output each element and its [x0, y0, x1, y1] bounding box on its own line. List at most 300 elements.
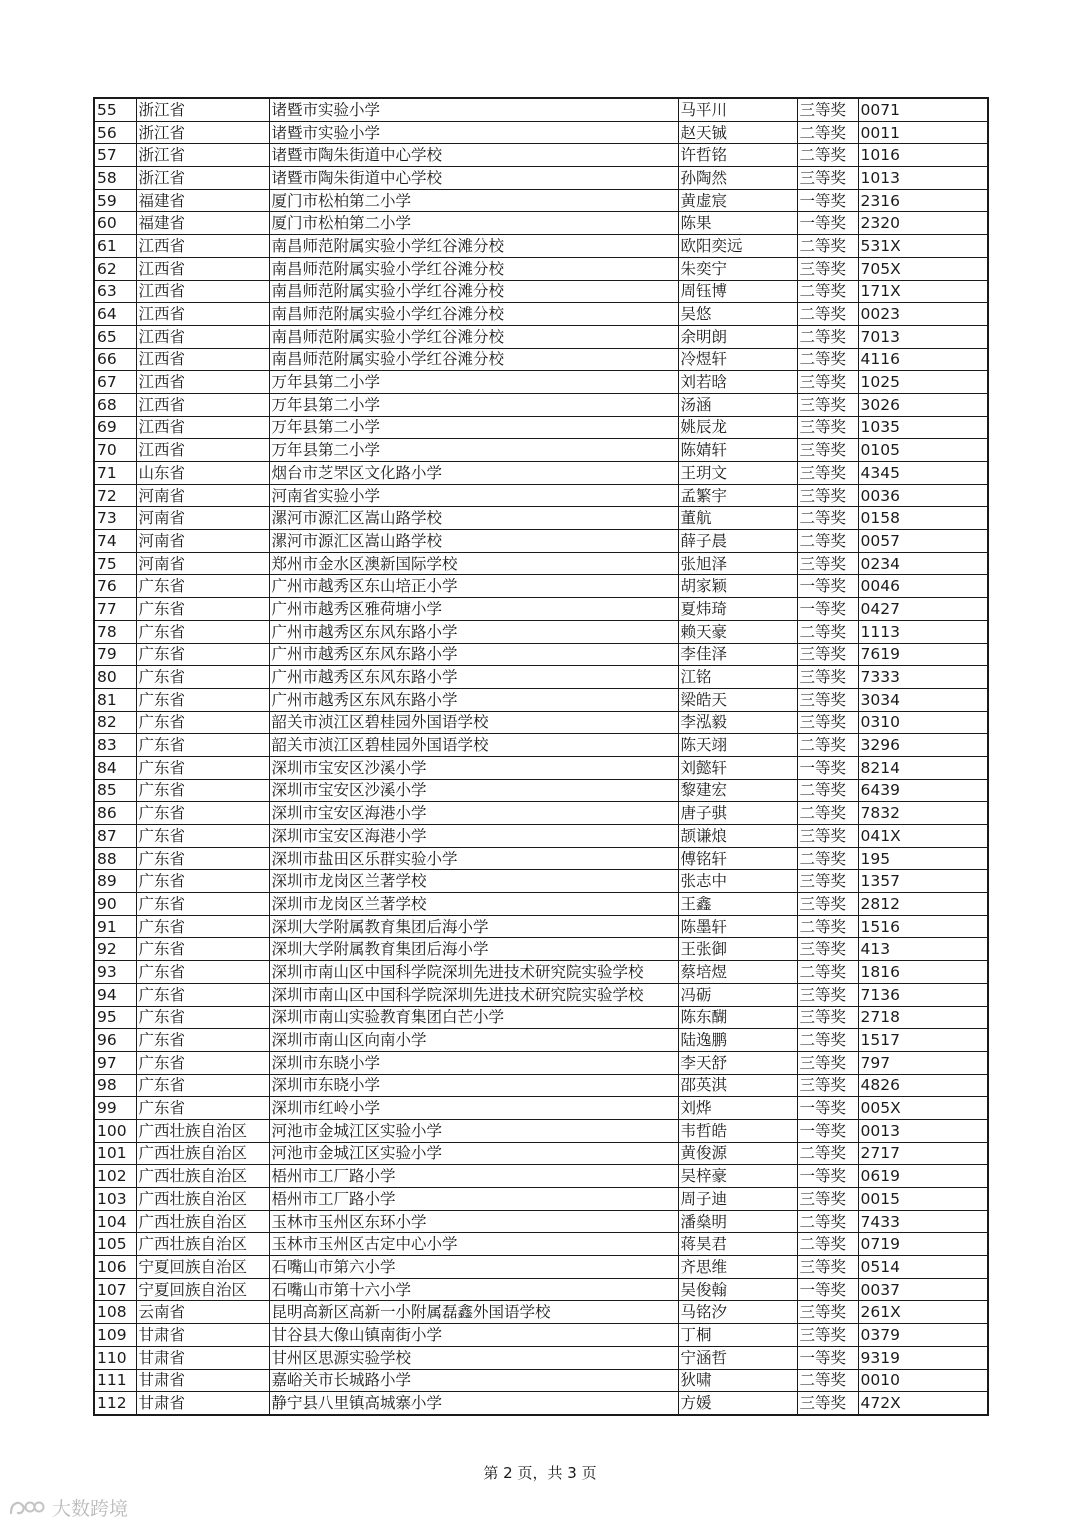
province-cell: 浙江省: [136, 167, 269, 190]
table-row: [94, 983, 988, 1006]
student-name-cell: 冷煜轩: [678, 348, 797, 371]
student-name-cell: 张旭泽: [678, 552, 797, 575]
school-cell: 南昌师范附属实验小学红谷滩分校: [269, 303, 678, 326]
student-name-cell: 李天舒: [678, 1051, 797, 1074]
id-suffix-cell: 3026: [858, 393, 988, 416]
table-row: [94, 439, 988, 462]
student-name-cell: 丁桐: [678, 1324, 797, 1347]
row-number-cell: 94: [94, 983, 136, 1006]
student-name-cell: 董航: [678, 507, 797, 530]
award-level-cell: 二等奖: [797, 530, 858, 553]
table-row: [94, 189, 988, 212]
province-cell: 宁夏回族自治区: [136, 1278, 269, 1301]
province-cell: 浙江省: [136, 98, 269, 121]
row-number-cell: 67: [94, 371, 136, 394]
table-row: [94, 393, 988, 416]
row-number-cell: 93: [94, 961, 136, 984]
row-number-cell: 61: [94, 235, 136, 258]
table-row: [94, 893, 988, 916]
award-level-cell: 一等奖: [797, 756, 858, 779]
school-cell: 深圳市宝安区海港小学: [269, 802, 678, 825]
school-cell: 广州市越秀区雅荷塘小学: [269, 598, 678, 621]
table-row: [94, 575, 988, 598]
row-number-cell: 86: [94, 802, 136, 825]
id-suffix-cell: 0514: [858, 1256, 988, 1279]
id-suffix-cell: 0310: [858, 711, 988, 734]
table-row: [94, 1188, 988, 1211]
student-name-cell: 周子迪: [678, 1188, 797, 1211]
school-cell: 深圳市龙岗区兰著学校: [269, 893, 678, 916]
school-cell: 昆明高新区高新一小附属磊鑫外国语学校: [269, 1301, 678, 1324]
row-number-cell: 97: [94, 1051, 136, 1074]
table-row: [94, 938, 988, 961]
table-row: [94, 756, 988, 779]
award-level-cell: 三等奖: [797, 1188, 858, 1211]
school-cell: 深圳市南山区向南小学: [269, 1029, 678, 1052]
table-row: [94, 598, 988, 621]
row-number-cell: 55: [94, 98, 136, 121]
award-level-cell: 二等奖: [797, 779, 858, 802]
row-number-cell: 56: [94, 121, 136, 144]
student-name-cell: 陈果: [678, 212, 797, 235]
province-cell: 河南省: [136, 484, 269, 507]
table-row: [94, 847, 988, 870]
province-cell: 广西壮族自治区: [136, 1119, 269, 1142]
province-cell: 广东省: [136, 711, 269, 734]
id-suffix-cell: 4826: [858, 1074, 988, 1097]
table-row: [94, 802, 988, 825]
id-suffix-cell: 0057: [858, 530, 988, 553]
row-number-cell: 111: [94, 1369, 136, 1392]
school-cell: 玉林市玉州区东环小学: [269, 1210, 678, 1233]
table-row: [94, 961, 988, 984]
award-level-cell: 一等奖: [797, 1165, 858, 1188]
award-level-cell: 三等奖: [797, 257, 858, 280]
id-suffix-cell: 7013: [858, 325, 988, 348]
student-name-cell: 赖天豪: [678, 620, 797, 643]
row-number-cell: 96: [94, 1029, 136, 1052]
school-cell: 广州市越秀区东风东路小学: [269, 666, 678, 689]
award-level-cell: 三等奖: [797, 167, 858, 190]
school-cell: 深圳市南山实验教育集团白芒小学: [269, 1006, 678, 1029]
id-suffix-cell: 0619: [858, 1165, 988, 1188]
student-name-cell: 薛子晨: [678, 530, 797, 553]
province-cell: 广东省: [136, 915, 269, 938]
school-cell: 郑州市金水区澳新国际学校: [269, 552, 678, 575]
row-number-cell: 87: [94, 825, 136, 848]
student-name-cell: 邵英淇: [678, 1074, 797, 1097]
province-cell: 宁夏回族自治区: [136, 1256, 269, 1279]
student-name-cell: 黎建宏: [678, 779, 797, 802]
student-name-cell: 汤涵: [678, 393, 797, 416]
id-suffix-cell: 7433: [858, 1210, 988, 1233]
school-cell: 玉林市玉州区古定中心小学: [269, 1233, 678, 1256]
province-cell: 广西壮族自治区: [136, 1210, 269, 1233]
school-cell: 甘州区思源实验学校: [269, 1346, 678, 1369]
row-number-cell: 66: [94, 348, 136, 371]
id-suffix-cell: 1025: [858, 371, 988, 394]
table-row: [94, 416, 988, 439]
student-name-cell: 梁皓天: [678, 688, 797, 711]
province-cell: 广东省: [136, 1029, 269, 1052]
award-level-cell: 二等奖: [797, 802, 858, 825]
province-cell: 广东省: [136, 938, 269, 961]
school-cell: 河池市金城江区实验小学: [269, 1119, 678, 1142]
award-level-cell: 二等奖: [797, 961, 858, 984]
row-number-cell: 75: [94, 552, 136, 575]
province-cell: 广东省: [136, 893, 269, 916]
student-name-cell: 孙陶然: [678, 167, 797, 190]
row-number-cell: 79: [94, 643, 136, 666]
row-number-cell: 99: [94, 1097, 136, 1120]
student-name-cell: 宁涵哲: [678, 1346, 797, 1369]
row-number-cell: 60: [94, 212, 136, 235]
student-name-cell: 朱奕宁: [678, 257, 797, 280]
award-level-cell: 三等奖: [797, 1324, 858, 1347]
student-name-cell: 张志中: [678, 870, 797, 893]
id-suffix-cell: 1816: [858, 961, 988, 984]
table-row: [94, 530, 988, 553]
province-cell: 江西省: [136, 393, 269, 416]
table-row: [94, 507, 988, 530]
school-cell: 梧州市工厂路小学: [269, 1165, 678, 1188]
table-row: [94, 325, 988, 348]
province-cell: 河南省: [136, 507, 269, 530]
table-row: [94, 1256, 988, 1279]
table-row: [94, 1210, 988, 1233]
award-level-cell: 二等奖: [797, 121, 858, 144]
table-row: [94, 1392, 988, 1415]
award-level-cell: 三等奖: [797, 643, 858, 666]
table-row: [94, 484, 988, 507]
id-suffix-cell: 531X: [858, 235, 988, 258]
id-suffix-cell: 2718: [858, 1006, 988, 1029]
award-level-cell: 一等奖: [797, 1346, 858, 1369]
table-row: [94, 688, 988, 711]
school-cell: 南昌师范附属实验小学红谷滩分校: [269, 235, 678, 258]
table-row: [94, 552, 988, 575]
award-level-cell: 三等奖: [797, 938, 858, 961]
id-suffix-cell: 0010: [858, 1369, 988, 1392]
student-name-cell: 刘若晗: [678, 371, 797, 394]
row-number-cell: 84: [94, 756, 136, 779]
watermark: [8, 1494, 128, 1521]
province-cell: 山东省: [136, 462, 269, 485]
award-level-cell: 三等奖: [797, 711, 858, 734]
school-cell: 梧州市工厂路小学: [269, 1188, 678, 1211]
student-name-cell: 黄虚宸: [678, 189, 797, 212]
id-suffix-cell: 041X: [858, 825, 988, 848]
school-cell: 深圳市宝安区海港小学: [269, 825, 678, 848]
id-suffix-cell: 2717: [858, 1142, 988, 1165]
student-name-cell: 周钰博: [678, 280, 797, 303]
school-cell: 深圳市宝安区沙溪小学: [269, 756, 678, 779]
school-cell: 烟台市芝罘区文化路小学: [269, 462, 678, 485]
table-row: [94, 212, 988, 235]
row-number-cell: 101: [94, 1142, 136, 1165]
school-cell: 广州市越秀区东风东路小学: [269, 620, 678, 643]
province-cell: 广东省: [136, 1097, 269, 1120]
school-cell: 深圳大学附属教育集团后海小学: [269, 938, 678, 961]
table-row: [94, 1233, 988, 1256]
student-name-cell: 吴悠: [678, 303, 797, 326]
school-cell: 南昌师范附属实验小学红谷滩分校: [269, 257, 678, 280]
table-row: [94, 371, 988, 394]
student-name-cell: 许哲铭: [678, 144, 797, 167]
province-cell: 浙江省: [136, 144, 269, 167]
award-table: [93, 97, 989, 1416]
province-cell: 广东省: [136, 961, 269, 984]
id-suffix-cell: 0719: [858, 1233, 988, 1256]
student-name-cell: 黄俊源: [678, 1142, 797, 1165]
table-row: [94, 235, 988, 258]
id-suffix-cell: 413: [858, 938, 988, 961]
school-cell: 万年县第二小学: [269, 439, 678, 462]
school-cell: 深圳市龙岗区兰著学校: [269, 870, 678, 893]
award-level-cell: 三等奖: [797, 825, 858, 848]
row-number-cell: 85: [94, 779, 136, 802]
row-number-cell: 91: [94, 915, 136, 938]
student-name-cell: 余明朗: [678, 325, 797, 348]
row-number-cell: 95: [94, 1006, 136, 1029]
school-cell: 深圳市南山区中国科学院深圳先进技术研究院实验学校: [269, 961, 678, 984]
award-level-cell: 三等奖: [797, 552, 858, 575]
student-name-cell: 颉谦烺: [678, 825, 797, 848]
id-suffix-cell: 7619: [858, 643, 988, 666]
award-level-cell: 三等奖: [797, 983, 858, 1006]
row-number-cell: 108: [94, 1301, 136, 1324]
province-cell: 广东省: [136, 598, 269, 621]
school-cell: 甘谷县大像山镇南街小学: [269, 1324, 678, 1347]
school-cell: 深圳市东晓小学: [269, 1051, 678, 1074]
id-suffix-cell: 1517: [858, 1029, 988, 1052]
student-name-cell: 冯砺: [678, 983, 797, 1006]
school-cell: 石嘴山市第六小学: [269, 1256, 678, 1279]
province-cell: 浙江省: [136, 121, 269, 144]
award-level-cell: 三等奖: [797, 1051, 858, 1074]
row-number-cell: 112: [94, 1392, 136, 1415]
school-cell: 广州市越秀区东风东路小学: [269, 688, 678, 711]
id-suffix-cell: 0013: [858, 1119, 988, 1142]
student-name-cell: 齐思维: [678, 1256, 797, 1279]
school-cell: 厦门市松柏第二小学: [269, 189, 678, 212]
row-number-cell: 90: [94, 893, 136, 916]
table-row: [94, 1324, 988, 1347]
award-level-cell: 二等奖: [797, 620, 858, 643]
award-level-cell: 二等奖: [797, 280, 858, 303]
student-name-cell: 胡家颖: [678, 575, 797, 598]
province-cell: 江西省: [136, 371, 269, 394]
province-cell: 河南省: [136, 530, 269, 553]
id-suffix-cell: 171X: [858, 280, 988, 303]
province-cell: 广东省: [136, 688, 269, 711]
row-number-cell: 107: [94, 1278, 136, 1301]
table-row: [94, 779, 988, 802]
award-level-cell: 三等奖: [797, 1074, 858, 1097]
school-cell: 诸暨市实验小学: [269, 121, 678, 144]
school-cell: 万年县第二小学: [269, 371, 678, 394]
row-number-cell: 104: [94, 1210, 136, 1233]
award-level-cell: 一等奖: [797, 189, 858, 212]
student-name-cell: 陆逸鹏: [678, 1029, 797, 1052]
province-cell: 云南省: [136, 1301, 269, 1324]
province-cell: 广东省: [136, 825, 269, 848]
table-row: [94, 303, 988, 326]
province-cell: 广东省: [136, 983, 269, 1006]
table-row: [94, 1006, 988, 1029]
province-cell: 江西省: [136, 235, 269, 258]
student-name-cell: 陈东醐: [678, 1006, 797, 1029]
id-suffix-cell: 3296: [858, 734, 988, 757]
award-level-cell: 一等奖: [797, 1278, 858, 1301]
table-row: [94, 121, 988, 144]
school-cell: 万年县第二小学: [269, 416, 678, 439]
province-cell: 广东省: [136, 756, 269, 779]
school-cell: 万年县第二小学: [269, 393, 678, 416]
row-number-cell: 76: [94, 575, 136, 598]
id-suffix-cell: 0105: [858, 439, 988, 462]
row-number-cell: 100: [94, 1119, 136, 1142]
award-level-cell: 三等奖: [797, 462, 858, 485]
row-number-cell: 83: [94, 734, 136, 757]
row-number-cell: 106: [94, 1256, 136, 1279]
id-suffix-cell: 0015: [858, 1188, 988, 1211]
table-row: [94, 1074, 988, 1097]
id-suffix-cell: 005X: [858, 1097, 988, 1120]
id-suffix-cell: 261X: [858, 1301, 988, 1324]
province-cell: 广东省: [136, 575, 269, 598]
award-level-cell: 二等奖: [797, 348, 858, 371]
id-suffix-cell: 8214: [858, 756, 988, 779]
student-name-cell: 唐子骐: [678, 802, 797, 825]
province-cell: 广东省: [136, 643, 269, 666]
award-level-cell: 二等奖: [797, 235, 858, 258]
award-level-cell: 三等奖: [797, 688, 858, 711]
id-suffix-cell: 7832: [858, 802, 988, 825]
province-cell: 广东省: [136, 620, 269, 643]
table-row: [94, 1165, 988, 1188]
award-level-cell: 三等奖: [797, 1006, 858, 1029]
province-cell: 广东省: [136, 666, 269, 689]
award-level-cell: 二等奖: [797, 325, 858, 348]
student-name-cell: 孟繁宇: [678, 484, 797, 507]
id-suffix-cell: 4345: [858, 462, 988, 485]
award-level-cell: 三等奖: [797, 1392, 858, 1415]
award-level-cell: 三等奖: [797, 1256, 858, 1279]
table-row: [94, 643, 988, 666]
id-suffix-cell: 0379: [858, 1324, 988, 1347]
row-number-cell: 110: [94, 1346, 136, 1369]
id-suffix-cell: 1516: [858, 915, 988, 938]
student-name-cell: 李泓毅: [678, 711, 797, 734]
award-level-cell: 一等奖: [797, 598, 858, 621]
school-cell: 南昌师范附属实验小学红谷滩分校: [269, 325, 678, 348]
province-cell: 广东省: [136, 1051, 269, 1074]
province-cell: 甘肃省: [136, 1324, 269, 1347]
table-row: [94, 1369, 988, 1392]
id-suffix-cell: 0234: [858, 552, 988, 575]
school-cell: 深圳市宝安区沙溪小学: [269, 779, 678, 802]
row-number-cell: 71: [94, 462, 136, 485]
award-level-cell: 三等奖: [797, 371, 858, 394]
table-row: [94, 1097, 988, 1120]
id-suffix-cell: 2812: [858, 893, 988, 916]
row-number-cell: 69: [94, 416, 136, 439]
table-row: [94, 462, 988, 485]
province-cell: 甘肃省: [136, 1392, 269, 1415]
id-suffix-cell: 705X: [858, 257, 988, 280]
table-row: [94, 825, 988, 848]
school-cell: 诸暨市陶朱街道中心学校: [269, 144, 678, 167]
table-row: [94, 167, 988, 190]
table-row: [94, 144, 988, 167]
table-row: [94, 620, 988, 643]
id-suffix-cell: 1013: [858, 167, 988, 190]
award-level-cell: 二等奖: [797, 303, 858, 326]
award-level-cell: 三等奖: [797, 439, 858, 462]
student-name-cell: 陈天翊: [678, 734, 797, 757]
id-suffix-cell: 4116: [858, 348, 988, 371]
province-cell: 广西壮族自治区: [136, 1165, 269, 1188]
award-level-cell: 一等奖: [797, 1119, 858, 1142]
id-suffix-cell: 1357: [858, 870, 988, 893]
student-name-cell: 刘烨: [678, 1097, 797, 1120]
award-level-cell: 三等奖: [797, 893, 858, 916]
award-level-cell: 二等奖: [797, 734, 858, 757]
row-number-cell: 92: [94, 938, 136, 961]
school-cell: 韶关市浈江区碧桂园外国语学校: [269, 734, 678, 757]
award-level-cell: 二等奖: [797, 1210, 858, 1233]
school-cell: 诸暨市陶朱街道中心学校: [269, 167, 678, 190]
row-number-cell: 98: [94, 1074, 136, 1097]
student-name-cell: 陈婧轩: [678, 439, 797, 462]
id-suffix-cell: 9319: [858, 1346, 988, 1369]
student-name-cell: 姚辰龙: [678, 416, 797, 439]
id-suffix-cell: 2316: [858, 189, 988, 212]
province-cell: 江西省: [136, 348, 269, 371]
province-cell: 江西省: [136, 303, 269, 326]
row-number-cell: 62: [94, 257, 136, 280]
school-cell: 深圳市南山区中国科学院深圳先进技术研究院实验学校: [269, 983, 678, 1006]
school-cell: 漯河市源汇区嵩山路学校: [269, 507, 678, 530]
school-cell: 河池市金城江区实验小学: [269, 1142, 678, 1165]
row-number-cell: 103: [94, 1188, 136, 1211]
award-level-cell: 二等奖: [797, 144, 858, 167]
province-cell: 江西省: [136, 280, 269, 303]
id-suffix-cell: 0046: [858, 575, 988, 598]
row-number-cell: 74: [94, 530, 136, 553]
province-cell: 福建省: [136, 189, 269, 212]
id-suffix-cell: 0023: [858, 303, 988, 326]
award-level-cell: 一等奖: [797, 212, 858, 235]
page-footer: 第 2 页，共 3 页: [483, 1464, 597, 1482]
school-cell: 南昌师范附属实验小学红谷滩分校: [269, 280, 678, 303]
row-number-cell: 73: [94, 507, 136, 530]
school-cell: 深圳市红岭小学: [269, 1097, 678, 1120]
province-cell: 广东省: [136, 802, 269, 825]
award-level-cell: 三等奖: [797, 416, 858, 439]
id-suffix-cell: 7136: [858, 983, 988, 1006]
award-level-cell: 三等奖: [797, 666, 858, 689]
id-suffix-cell: 0011: [858, 121, 988, 144]
row-number-cell: 77: [94, 598, 136, 621]
student-name-cell: 傅铭轩: [678, 847, 797, 870]
row-number-cell: 70: [94, 439, 136, 462]
id-suffix-cell: 1016: [858, 144, 988, 167]
student-name-cell: 刘懿轩: [678, 756, 797, 779]
province-cell: 河南省: [136, 552, 269, 575]
school-cell: 石嘴山市第十六小学: [269, 1278, 678, 1301]
